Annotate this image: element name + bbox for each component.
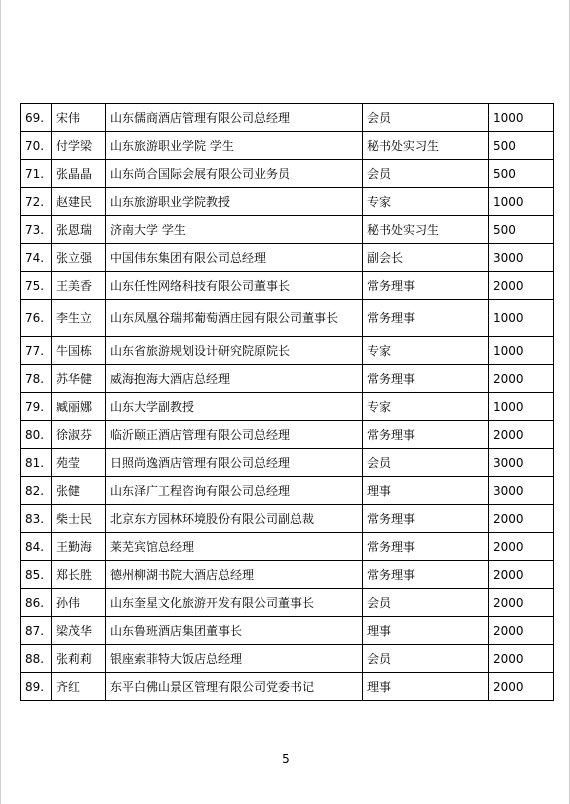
member-name: 王美香 — [52, 272, 106, 300]
member-role: 常务理事 — [363, 505, 489, 533]
member-organization: 山东凤凰谷瑞邦葡萄酒庄园有限公司董事长 — [106, 300, 363, 337]
row-number: 84. — [21, 533, 52, 561]
member-name: 付学梁 — [52, 132, 106, 160]
member-name: 臧丽娜 — [52, 393, 106, 421]
table-row — [21, 216, 554, 244]
member-amount: 2000 — [489, 561, 554, 589]
member-name: 张晶晶 — [52, 160, 106, 188]
table-row — [21, 533, 554, 561]
member-name: 李生立 — [52, 300, 106, 337]
member-amount: 3000 — [489, 449, 554, 477]
table-row — [21, 300, 554, 337]
member-amount: 3000 — [489, 244, 554, 272]
member-name: 王勤海 — [52, 533, 106, 561]
member-amount: 1000 — [489, 393, 554, 421]
member-name: 苏华健 — [52, 365, 106, 393]
member-name: 孙伟 — [52, 589, 106, 617]
member-role: 会员 — [363, 589, 489, 617]
row-number: 87. — [21, 617, 52, 645]
member-role: 副会长 — [363, 244, 489, 272]
row-number: 74. — [21, 244, 52, 272]
member-role: 秘书处实习生 — [363, 132, 489, 160]
row-number: 79. — [21, 393, 52, 421]
member-role: 会员 — [363, 645, 489, 673]
member-name: 苑莹 — [52, 449, 106, 477]
member-role: 秘书处实习生 — [363, 216, 489, 244]
row-number: 85. — [21, 561, 52, 589]
row-number: 77. — [21, 337, 52, 365]
row-number: 70. — [21, 132, 52, 160]
member-table-body — [21, 104, 554, 701]
table-row — [21, 272, 554, 300]
member-role: 常务理事 — [363, 272, 489, 300]
row-number: 75. — [21, 272, 52, 300]
row-number: 73. — [21, 216, 52, 244]
member-name: 郑长胜 — [52, 561, 106, 589]
member-amount: 500 — [489, 216, 554, 244]
row-number: 86. — [21, 589, 52, 617]
member-organization: 山东省旅游规划设计研究院原院长 — [106, 337, 363, 365]
member-amount: 2000 — [489, 589, 554, 617]
table-row — [21, 449, 554, 477]
member-amount: 500 — [489, 132, 554, 160]
table-row — [21, 561, 554, 589]
member-name: 梁茂华 — [52, 617, 106, 645]
table-row — [21, 617, 554, 645]
table-row — [21, 104, 554, 132]
member-organization: 山东任性网络科技有限公司董事长 — [106, 272, 363, 300]
member-amount: 1000 — [489, 300, 554, 337]
row-number: 83. — [21, 505, 52, 533]
member-role: 专家 — [363, 337, 489, 365]
member-organization: 山东鲁班酒店集团董事长 — [106, 617, 363, 645]
member-amount: 2000 — [489, 645, 554, 673]
member-role: 专家 — [363, 188, 489, 216]
member-name: 徐淑芬 — [52, 421, 106, 449]
table-row — [21, 421, 554, 449]
member-role: 会员 — [363, 104, 489, 132]
member-organization: 山东旅游职业学院 学生 — [106, 132, 363, 160]
member-amount: 500 — [489, 160, 554, 188]
member-amount: 2000 — [489, 272, 554, 300]
table-row — [21, 365, 554, 393]
member-organization: 山东大学副教授 — [106, 393, 363, 421]
table-row — [21, 477, 554, 505]
member-amount: 2000 — [489, 421, 554, 449]
table-row — [21, 393, 554, 421]
member-role: 常务理事 — [363, 365, 489, 393]
member-organization: 银座索菲特大饭店总经理 — [106, 645, 363, 673]
member-organization: 日照尚逸酒店管理有限公司总经理 — [106, 449, 363, 477]
row-number: 69. — [21, 104, 52, 132]
member-name: 张恩瑞 — [52, 216, 106, 244]
member-amount: 2000 — [489, 673, 554, 701]
member-organization: 山东奎星文化旅游开发有限公司董事长 — [106, 589, 363, 617]
member-role: 常务理事 — [363, 561, 489, 589]
member-name: 牛国栋 — [52, 337, 106, 365]
member-organization: 山东泽广工程咨询有限公司总经理 — [106, 477, 363, 505]
member-table — [20, 103, 554, 701]
page-number: 5 — [282, 752, 290, 766]
member-name: 赵建民 — [52, 188, 106, 216]
member-name: 张立强 — [52, 244, 106, 272]
member-name: 宋伟 — [52, 104, 106, 132]
member-name: 张莉莉 — [52, 645, 106, 673]
table-row — [21, 244, 554, 272]
table-row — [21, 337, 554, 365]
member-role: 理事 — [363, 617, 489, 645]
row-number: 72. — [21, 188, 52, 216]
row-number: 80. — [21, 421, 52, 449]
member-role: 理事 — [363, 477, 489, 505]
member-organization: 济南大学 学生 — [106, 216, 363, 244]
member-role: 会员 — [363, 449, 489, 477]
member-organization: 威海抱海大酒店总经理 — [106, 365, 363, 393]
row-number: 88. — [21, 645, 52, 673]
table-row — [21, 589, 554, 617]
member-role: 专家 — [363, 393, 489, 421]
table-row — [21, 188, 554, 216]
member-amount: 2000 — [489, 617, 554, 645]
table-row — [21, 673, 554, 701]
member-organization: 临沂颐正酒店管理有限公司总经理 — [106, 421, 363, 449]
member-organization: 中国伟东集团有限公司总经理 — [106, 244, 363, 272]
member-amount: 1000 — [489, 337, 554, 365]
row-number: 76. — [21, 300, 52, 337]
table-row — [21, 645, 554, 673]
member-amount: 2000 — [489, 533, 554, 561]
row-number: 71. — [21, 160, 52, 188]
member-organization: 山东旅游职业学院教授 — [106, 188, 363, 216]
member-role: 常务理事 — [363, 533, 489, 561]
member-organization: 山东儒商酒店管理有限公司总经理 — [106, 104, 363, 132]
table-row — [21, 160, 554, 188]
member-organization: 德州柳湖书院大酒店总经理 — [106, 561, 363, 589]
member-amount: 1000 — [489, 104, 554, 132]
member-amount: 1000 — [489, 188, 554, 216]
member-name: 柴士民 — [52, 505, 106, 533]
member-organization: 北京东方园林环境股份有限公司副总裁 — [106, 505, 363, 533]
member-role: 常务理事 — [363, 421, 489, 449]
member-name: 齐红 — [52, 673, 106, 701]
member-amount: 2000 — [489, 505, 554, 533]
member-amount: 2000 — [489, 365, 554, 393]
member-organization: 莱芜宾馆总经理 — [106, 533, 363, 561]
member-organization: 东平白佛山景区管理有限公司党委书记 — [106, 673, 363, 701]
row-number: 89. — [21, 673, 52, 701]
member-role: 常务理事 — [363, 300, 489, 337]
member-organization: 山东尚合国际会展有限公司业务员 — [106, 160, 363, 188]
table-row — [21, 505, 554, 533]
table-row — [21, 132, 554, 160]
row-number: 78. — [21, 365, 52, 393]
row-number: 82. — [21, 477, 52, 505]
member-name: 张健 — [52, 477, 106, 505]
member-role: 理事 — [363, 673, 489, 701]
member-role: 会员 — [363, 160, 489, 188]
row-number: 81. — [21, 449, 52, 477]
member-amount: 3000 — [489, 477, 554, 505]
